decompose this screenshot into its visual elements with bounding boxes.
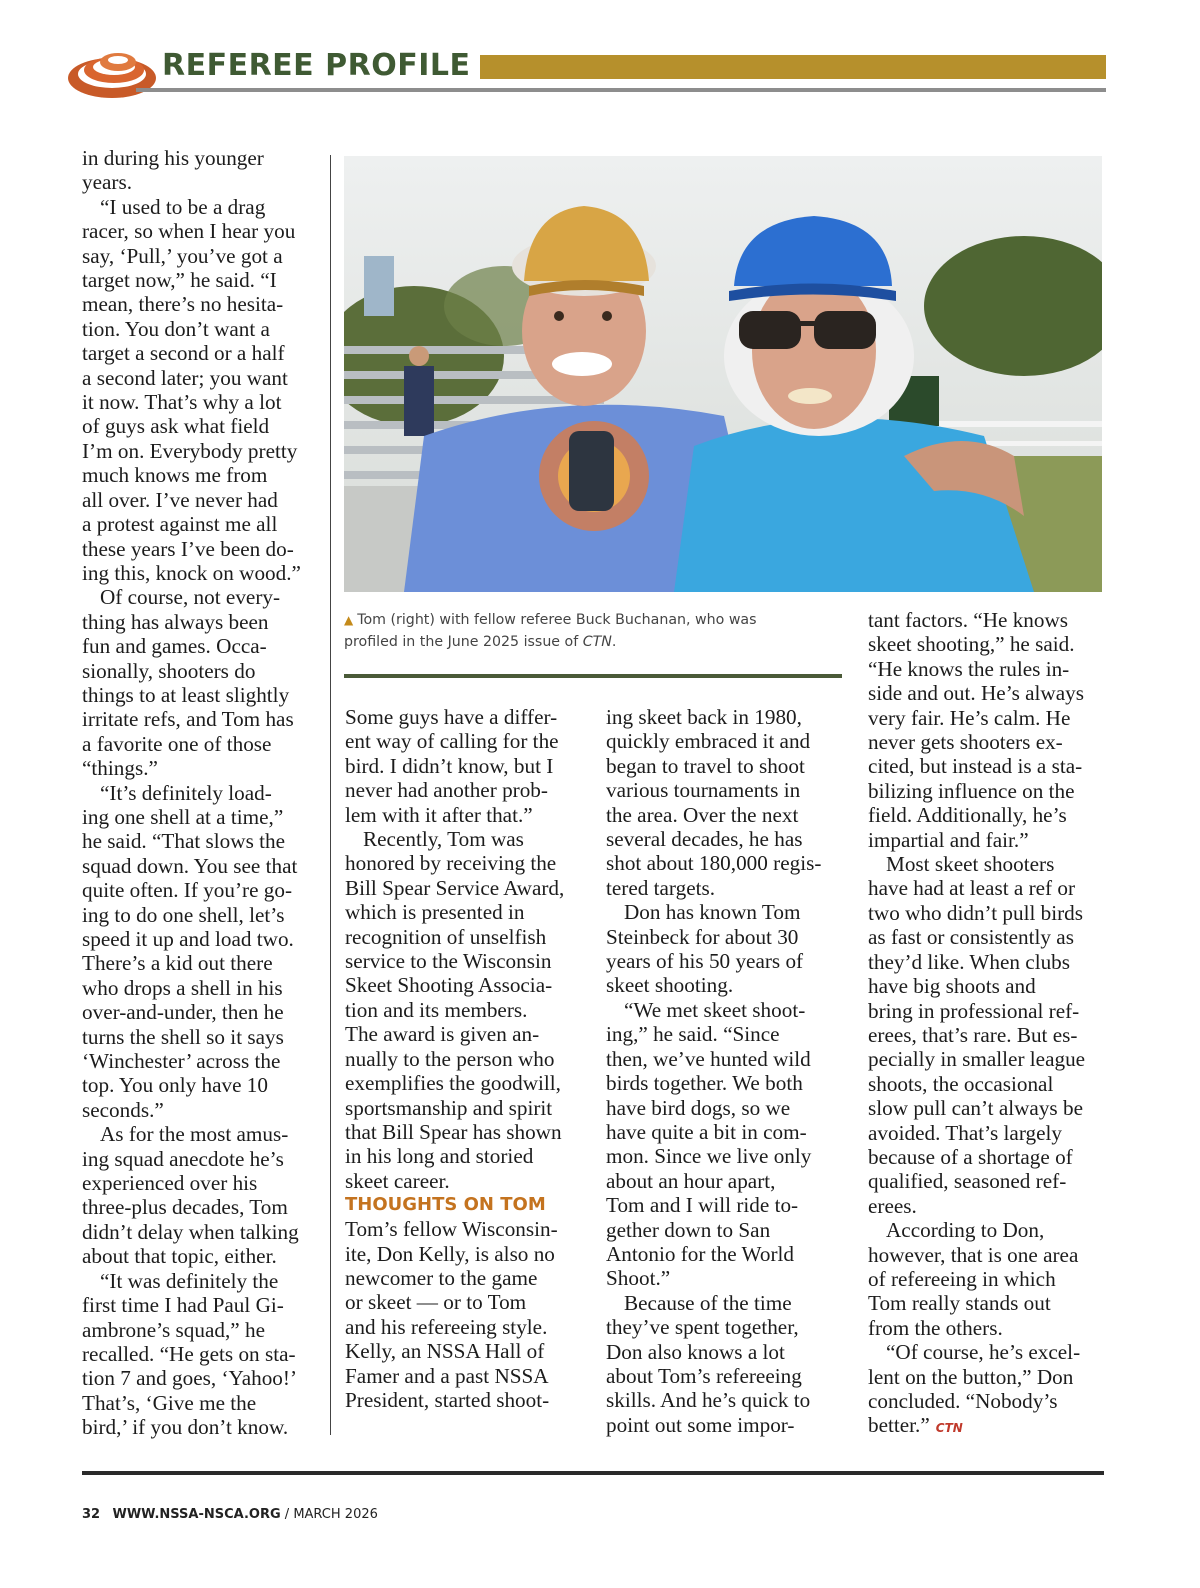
text-line: Famer and a past NSSA (345, 1363, 549, 1388)
text-line: Skeet Shooting Associa- (345, 973, 553, 998)
text-line: it now. That’s why a lot (82, 390, 282, 415)
article-column-4 (868, 608, 1108, 1441)
caption-text-1: Tom (right) with fellow referee Buck Buchanan, who was (357, 612, 757, 628)
text-line: very fair. He’s calm. He (868, 705, 1071, 730)
text-line: of guys ask what field (82, 414, 270, 439)
text-line: about Tom’s refereeing (606, 1363, 802, 1388)
text-line (868, 1413, 1108, 1440)
text-line: Kelly, an NSSA Hall of (345, 1339, 545, 1364)
text-line: and his refereeing style. (345, 1314, 548, 1339)
text-line: ing one shell at a time,” (82, 804, 284, 829)
text-line: in his long and storied (345, 1144, 534, 1169)
caption-line-1 (344, 609, 844, 631)
text-line: didn’t delay when talking (82, 1219, 299, 1244)
text-line: quite often. If you’re go- (82, 878, 293, 903)
text-line: honored by receiving the (345, 851, 557, 876)
text-line: nually to the person who (345, 1046, 555, 1071)
text-line: lem with it after that.” (345, 802, 533, 827)
text-line: have quite a bit in com- (606, 1119, 807, 1144)
text-line: which is presented in (345, 900, 525, 925)
text-line: field. Additionally, he’s (868, 803, 1067, 828)
text-line: in during his younger (82, 146, 264, 170)
photo-caption (344, 609, 844, 653)
text-line: newcomer to the game (345, 1265, 538, 1290)
text-line: much knows me from (82, 463, 268, 488)
text-line: erees. (868, 1193, 917, 1218)
text-line: years of his 50 years of (606, 949, 804, 974)
text-line: however, that is one area (868, 1242, 1079, 1267)
header-accent-bar (480, 55, 1106, 79)
article-column-2 (345, 705, 585, 1412)
text-line: about that topic, either. (82, 1244, 277, 1269)
text-line: lent on the button,” Don (868, 1364, 1074, 1389)
text-line: the area. Over the next (606, 802, 799, 827)
text-line: “Of course, he’s excel- (886, 1340, 1081, 1365)
text-line: There’s a kid out there (82, 951, 273, 976)
text-line: various tournaments in (606, 778, 801, 803)
text-line: he said. “That slows the (82, 829, 285, 854)
page-header (66, 40, 1106, 104)
text-line: over-and-under, then he (82, 1000, 284, 1025)
text-line: service to the Wisconsin (345, 949, 552, 974)
footer-separator: / (284, 1507, 290, 1522)
text-line: racer, so when I hear you (82, 219, 296, 244)
text-line: President, started shoot- (345, 1387, 550, 1412)
text-line: things to at least slightly (82, 682, 290, 707)
text-line: ‘Winchester’ across the (82, 1049, 281, 1074)
clay-target-logo-icon (66, 40, 158, 102)
text-line: from the others. (868, 1315, 1003, 1340)
text-line: have had at least a ref or (868, 876, 1076, 901)
text-line: squad down. You see that (82, 853, 298, 878)
text-line: as fast or consistently as (868, 925, 1074, 950)
text-line: then, we’ve hunted wild (606, 1046, 811, 1071)
text-line: Don also knows a lot (606, 1339, 785, 1364)
text-line: Tom and I will ride to- (606, 1193, 799, 1218)
text-line: pecially in smaller league (868, 1047, 1086, 1072)
text-line: first time I had Paul Gi- (82, 1293, 284, 1318)
text-line: skeet career. (345, 1168, 450, 1193)
text-line: all over. I’ve never had (82, 487, 278, 512)
text-line: “It was definitely the (100, 1268, 279, 1293)
text-line: slow pull can’t always be (868, 1096, 1083, 1121)
text-line: qualified, seasoned ref- (868, 1169, 1067, 1194)
section-title: REFEREE PROFILE (162, 48, 471, 83)
text-line: “He knows the rules in- (868, 656, 1070, 681)
article-column-3 (606, 705, 846, 1437)
text-line: of refereeing in which (868, 1266, 1056, 1291)
text-line: ite, Don Kelly, is also no (345, 1241, 555, 1266)
text-line: cited, but instead is a sta- (868, 754, 1083, 779)
text-line: bring in professional ref- (868, 998, 1080, 1023)
text-line: fun and games. Occa- (82, 634, 267, 659)
text-line: Shoot.” (606, 1266, 671, 1291)
text-line: ing to do one shell, let’s (82, 902, 285, 927)
text-line: that Bill Spear has shown (345, 1119, 562, 1144)
text-line: have big shoots and (868, 974, 1036, 999)
end-mark-logo: CTN (935, 1421, 963, 1436)
text-line: skills. And he’s quick to (606, 1388, 811, 1413)
text-line: or skeet — or to Tom (345, 1290, 527, 1315)
text-line: skeet shooting. (606, 973, 734, 998)
text-line: “I used to be a drag (100, 194, 266, 219)
footer-website-link[interactable]: WWW.NSSA-NSCA.ORG (112, 1507, 281, 1522)
text-line: Some guys have a differ- (345, 705, 558, 729)
text-line: According to Don, (886, 1218, 1045, 1243)
text-line: shot about 180,000 regis- (606, 851, 822, 876)
text-line: Antonio for the World (606, 1241, 794, 1266)
text-line: a protest against me all (82, 512, 278, 537)
text-line: speed it up and load two. (82, 927, 294, 951)
text-line: who drops a shell in his (82, 975, 283, 1000)
text-line: “We met skeet shoot- (624, 997, 806, 1022)
text-line: impartial and fair.” (868, 827, 1029, 852)
text-line: ambrone’s squad,” he (82, 1317, 265, 1342)
text-line: shoots, the occasional (868, 1071, 1054, 1096)
text-line: ing this, knock on wood.” (82, 560, 301, 585)
text-line: tion 7 and goes, ‘Yahoo!’ (82, 1366, 297, 1391)
text-line: Steinbeck for about 30 (606, 924, 799, 949)
text-line: concluded. “Nobody’s (868, 1389, 1058, 1413)
text-line: began to travel to shoot (606, 753, 805, 778)
article-photo (344, 156, 1102, 592)
caption-line-2 (344, 631, 844, 653)
text-line: several decades, he has (606, 827, 803, 852)
text-line: thing has always been (82, 609, 269, 634)
text-line: never gets shooters ex- (868, 730, 1063, 755)
text-line: a favorite one of those (82, 731, 272, 756)
triangle-icon: ▲ (344, 613, 354, 627)
caption-rule (344, 674, 842, 678)
text-line: bilizing influence on the (868, 778, 1075, 803)
text-line: I’m on. Everybody pretty (82, 438, 298, 463)
text-line: Because of the time (624, 1290, 792, 1315)
text-line: three-plus decades, Tom (82, 1195, 288, 1220)
text-line: seconds.” (82, 1097, 164, 1122)
text-line: bird,’ if you don’t know. (82, 1415, 289, 1440)
footer-rule (82, 1471, 1104, 1475)
text-line: That’s, ‘Give me the (82, 1390, 257, 1415)
text-line: skeet shooting,” he said. (868, 632, 1075, 657)
text-line: Most skeet shooters (886, 852, 1055, 877)
text-line: about an hour apart, (606, 1168, 776, 1193)
text-line: “things.” (82, 756, 158, 781)
text-line: ing skeet back in 1980, (606, 705, 802, 729)
text-line: never had another prob- (345, 778, 548, 803)
text-line: ent way of calling for the (345, 729, 559, 754)
text-line: Of course, not every- (100, 585, 281, 610)
text-line: Tom’s fellow Wisconsin- (345, 1217, 558, 1242)
text-line: mean, there’s no hesita- (82, 292, 284, 317)
text-line: target now,” he said. “I (82, 268, 277, 293)
text-line: erees, that’s rare. But es- (868, 1022, 1078, 1047)
caption-text-2: profiled in the June 2025 issue of (344, 634, 583, 650)
text-line: mon. Since we live only (606, 1144, 812, 1169)
text-line: tered targets. (606, 875, 716, 900)
text-line: tion and its members. (345, 997, 528, 1022)
text-line: say, ‘Pull,’ you’ve got a (82, 243, 283, 268)
caption-period: . (611, 634, 617, 650)
text-line: tion. You don’t want a (82, 316, 270, 341)
footer-issue-date: MARCH 2026 (293, 1507, 378, 1522)
text-line: Don has known Tom (624, 900, 801, 925)
text-line: ing squad anecdote he’s (82, 1146, 284, 1171)
text-line: exemplifies the goodwill, (345, 1071, 561, 1096)
text-line: gether down to San (606, 1217, 771, 1242)
text-line: target a second or a half (82, 341, 285, 366)
text-line: because of a shortage of (868, 1144, 1073, 1169)
final-text-line: better.” (868, 1413, 930, 1438)
caption-magazine-name: CTN (582, 634, 612, 650)
text-line: these years I’ve been do- (82, 536, 294, 561)
text-line: Recently, Tom was (363, 827, 524, 852)
text-line: quickly embraced it and (606, 729, 811, 754)
text-line: they’d like. When clubs (868, 949, 1071, 974)
text-line: bird. I didn’t know, but I (345, 753, 554, 778)
text-line: they’ve spent together, (606, 1315, 799, 1340)
text-line: Bill Spear Service Award, (345, 875, 565, 900)
text-line: sportsmanship and spirit (345, 1095, 553, 1120)
text-line: years. (82, 170, 132, 195)
page-footer (82, 1507, 378, 1522)
text-line: The award is given an- (345, 1022, 540, 1047)
section-subhead: THOUGHTS ON TOM (345, 1194, 546, 1216)
text-line: avoided. That’s largely (868, 1120, 1062, 1145)
text-line: experienced over his (82, 1171, 258, 1196)
text-line: recalled. “He gets on sta- (82, 1341, 296, 1366)
text-line: birds together. We both (606, 1071, 803, 1096)
text-line: sionally, shooters do (82, 658, 256, 683)
text-line: a second later; you want (82, 365, 288, 390)
text-line: As for the most amus- (100, 1122, 289, 1147)
text-line: side and out. He’s always (868, 681, 1084, 706)
text-line: “It’s definitely load- (100, 780, 272, 805)
header-rule (136, 88, 1106, 92)
text-line: have bird dogs, so we (606, 1095, 791, 1120)
text-line: tant factors. “He knows (868, 608, 1069, 632)
page-number: 32 (82, 1507, 101, 1522)
text-line: point out some impor- (606, 1412, 795, 1437)
text-line: ing,” he said. “Since (606, 1022, 780, 1047)
text-line: top. You only have 10 (82, 1073, 268, 1098)
text-line: recognition of unselfish (345, 924, 547, 949)
text-line: Tom really stands out (868, 1291, 1051, 1316)
text-line: irritate refs, and Tom has (82, 707, 294, 732)
column-divider (330, 155, 331, 1435)
article-column-1 (82, 146, 322, 1440)
text-line: two who didn’t pull birds (868, 900, 1084, 925)
text-line: turns the shell so it says (82, 1024, 284, 1049)
